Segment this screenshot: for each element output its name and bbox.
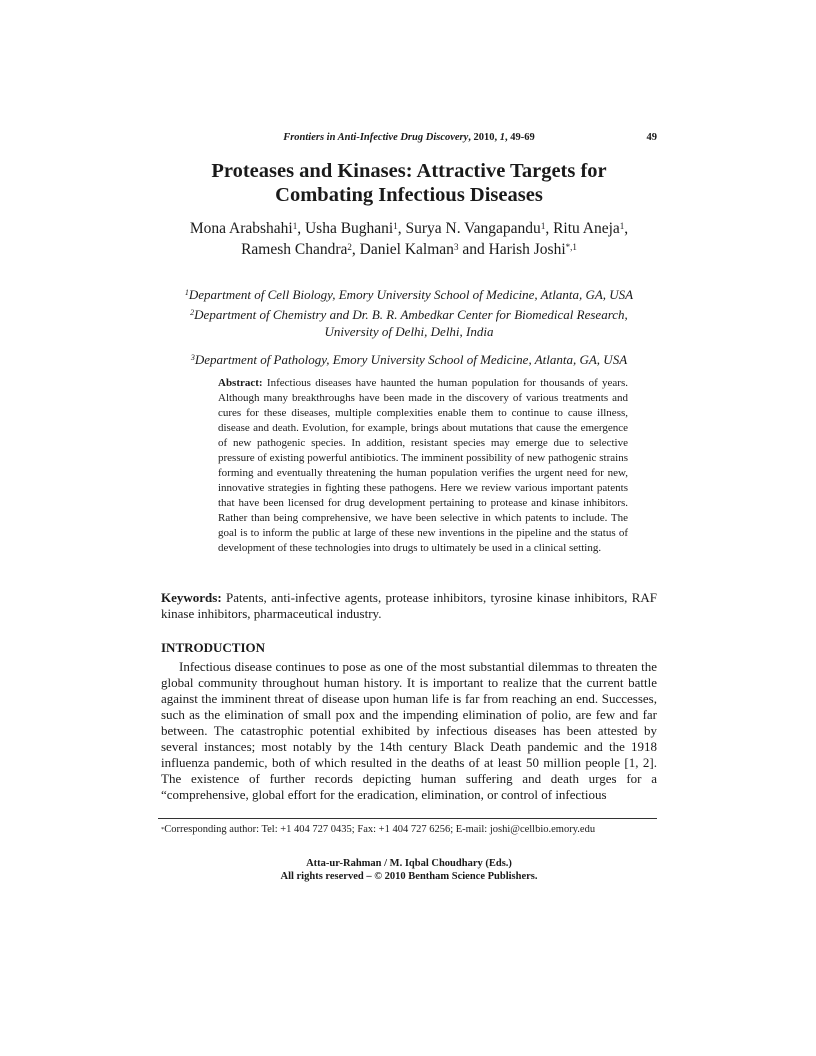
author-separator: , [297, 220, 305, 237]
author-name: Harish Joshi [488, 241, 566, 258]
keywords-text: Patents, anti-infective agents, protease inhibitors, tyrosine kinase inhibitors, RAF kinase inhibitors, pharmaceutical industry. [161, 590, 657, 621]
corresponding-author-footnote [161, 823, 661, 837]
affiliation-text: University of Delhi, Delhi, India [324, 324, 494, 339]
journal-year: , 2010, [468, 132, 500, 143]
author-line-1 [161, 218, 657, 239]
affiliation-marker: 1 [184, 288, 189, 297]
author-affiliation-marker: 1 [292, 221, 298, 231]
author-separator: , [624, 220, 629, 237]
abstract [218, 376, 628, 556]
author-separator: , [545, 220, 554, 237]
affiliation-marker: 3 [190, 353, 195, 362]
section-heading-introduction: INTRODUCTION [161, 640, 266, 655]
journal-name: Frontiers in Anti-Infective Drug Discovery [283, 132, 469, 143]
title-line-2: Combating Infectious Diseases [275, 184, 543, 206]
author-affiliation-marker: *,1 [565, 242, 577, 252]
author-name: Surya N. Vangapandu [405, 220, 541, 237]
author-line-2 [161, 239, 657, 260]
footnote-marker: * [161, 826, 165, 833]
journal-pages: , 49-69 [505, 132, 535, 143]
affiliation-2 [161, 306, 657, 340]
affiliation-text: Department of Pathology, Emory University School of Medicine, Atlanta, GA, USA [194, 352, 628, 367]
author-name: Ritu Aneja [553, 220, 620, 237]
abstract-text: Infectious diseases have haunted the human population for thousands of years. Although many breakthroughs have been made in the discovery of various treatments and cures for these diseases, multiple complexities enable them to continue to cause illness, disease and death. Evolution, for example, brings about mutations that cause the emergence of new pathogenic species. In addition, resistant species may emerge due to selective pressure of existing powerful antibiotics. The imminent possibility of new pathogenic strains forming and eventually threatening the human population verifies the urgent need for new, innovative strategies in fighting these pathogens. Here we review various important patents that have been licensed for drug development pertaining to protease and kinase inhibitors. Rather than being comprehensive, we have been selective in which patents to include. The goal is to inform the public at large of these new inventions in the pipeline and the status of development of these technologies into drugs to ultimately be used in a clinical setting. [218, 377, 628, 554]
author-affiliation-marker: 1 [540, 221, 546, 231]
paper-title [161, 159, 657, 207]
author-name: Ramesh Chandra [241, 241, 348, 258]
affiliation-text: Department of Cell Biology, Emory University School of Medicine, Atlanta, GA, USA [188, 287, 634, 302]
author-list [161, 218, 657, 260]
author-affiliation-marker: 3 [453, 242, 459, 252]
copyright-line: All rights reserved – © 2010 Bentham Science Publishers. [280, 871, 538, 882]
title-line-1: Proteases and Kinases: Attractive Targets for [211, 160, 607, 182]
author-affiliation-marker: 1 [619, 221, 625, 231]
page-number: 49 [646, 132, 657, 143]
footnote-divider [158, 818, 657, 819]
author-name: Usha Bughani [304, 220, 394, 237]
publisher-imprint [161, 857, 657, 883]
author-name: Daniel Kalman [359, 241, 454, 258]
keywords-label: Keywords: [161, 590, 222, 605]
journal-volume: 1 [499, 132, 506, 143]
affiliation-1 [161, 286, 657, 303]
introduction-paragraph: Infectious disease continues to pose as one of the most substantial dilemmas to threaten the global community throughout human history. It is important to realize that the current battle against the imminent threat of disease upon human life is far from reaching an end. Successes, such as the elimination of small pox and the impending elimination of polio, are few and far between. The catastrophic potential exhibited by infectious diseases has been attested by several instances; most notably by the 14th century Black Death pandemic and the 1918 influenza pandemic, both of which resulted in the deaths of at least 50 million people [1, 2]. The existence of further records depicting human suffering and death urges for a “comprehensive, global effort for the eradication, elimination, or control of infectious [161, 659, 657, 802]
author-separator: and [458, 241, 489, 258]
keywords [161, 590, 657, 622]
author-affiliation-marker: 2 [347, 242, 352, 252]
affiliation-marker: 2 [190, 308, 195, 317]
author-name: Mona Arabshahi [189, 220, 293, 237]
footnote-text: Corresponding author: Tel: +1 404 727 0435; Fax: +1 404 727 6256; E-mail: joshi@cellbio.emory.edu [164, 824, 596, 835]
abstract-label: Abstract: [218, 377, 263, 389]
affiliation-3 [161, 351, 657, 368]
author-affiliation-marker: 1 [393, 221, 398, 231]
author-separator: , [351, 241, 360, 258]
journal-citation [161, 131, 657, 145]
editors-line: Atta-ur-Rahman / M. Iqbal Choudhary (Eds.) [306, 858, 512, 869]
affiliation-text: Department of Chemistry and Dr. B. R. Ambedkar Center for Biomedical Research, [194, 307, 628, 322]
author-separator: , [397, 220, 406, 237]
